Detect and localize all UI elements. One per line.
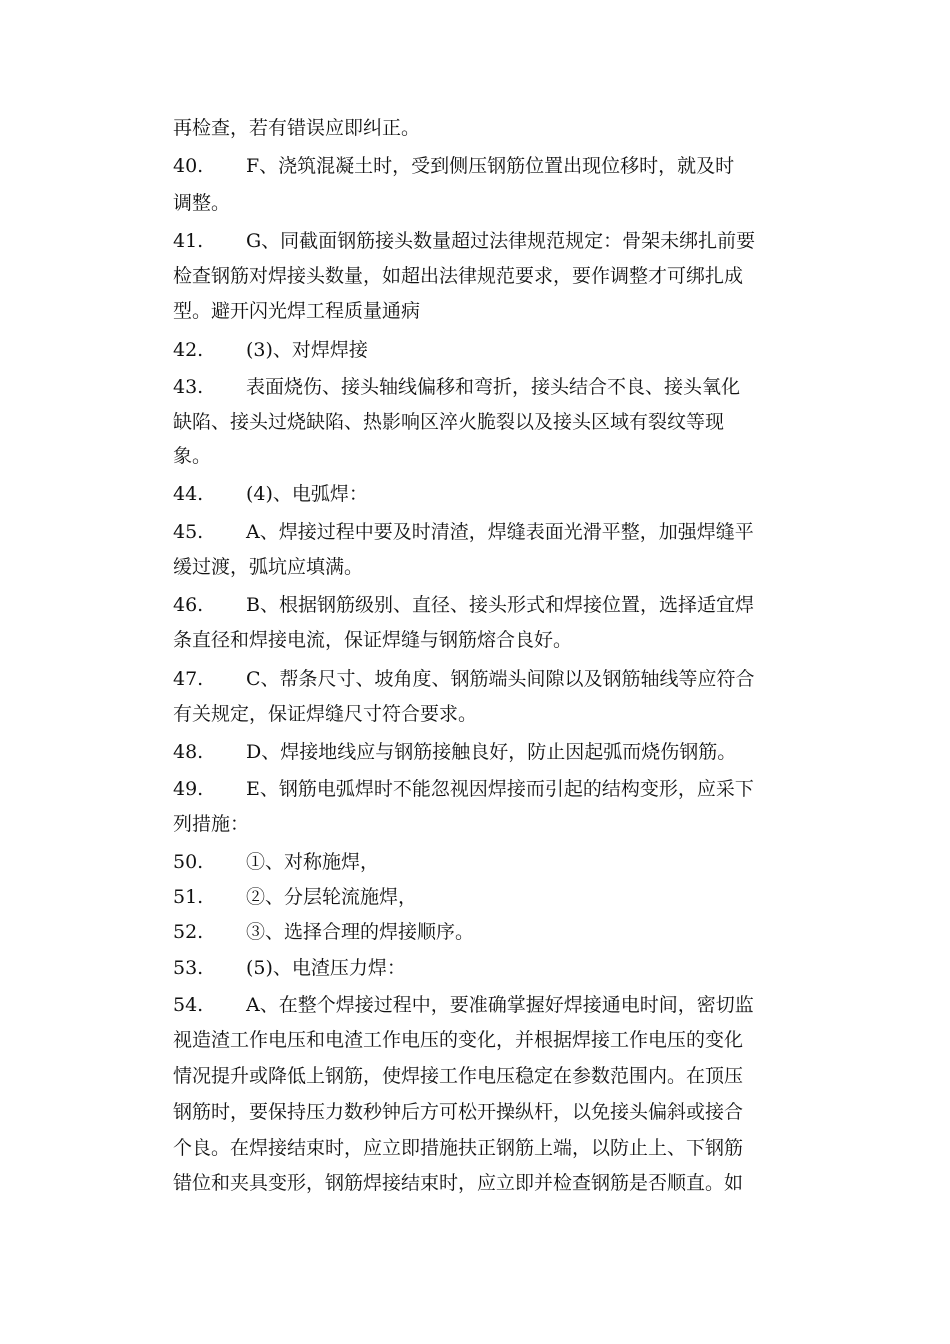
text-line: 条直径和焊接电流，保证焊缝与钢筋熔合良好。 bbox=[173, 629, 573, 651]
item-number: 44. bbox=[173, 483, 204, 505]
text-line: 列措施： bbox=[173, 813, 250, 835]
numbered-item: 47. C、帮条尺寸、坡角度、钢筋端头间隙以及钢筋轴线等应符合 bbox=[173, 668, 755, 690]
text-line: 个良。在焊接结束时，应立即措施扶正钢筋上端，以防止上、下钢筋 bbox=[173, 1137, 744, 1159]
text-line: 有关规定，保证焊缝尺寸符合要求。 bbox=[173, 703, 478, 725]
item-number: 49. bbox=[173, 778, 204, 800]
numbered-item: 49. E、钢筋电弧焊时不能忽视因焊接而引起的结构变形，应采下 bbox=[173, 778, 754, 800]
numbered-item: 41. G、同截面钢筋接头数量超过法律规范规定：骨架未绑扎前要 bbox=[173, 230, 756, 252]
item-number: 46. bbox=[173, 594, 204, 616]
numbered-item: 50. ①、对称施焊， bbox=[173, 851, 380, 873]
text-line: 错位和夹具变形，钢筋焊接结束时，应立即并检查钢筋是否顺直。如 bbox=[173, 1172, 744, 1194]
numbered-item: 40. F、浇筑混凝土时，受到侧压钢筋位置出现位移时，就及时 bbox=[173, 155, 735, 177]
item-number: 50. bbox=[173, 851, 204, 873]
numbered-item: 48. D、焊接地线应与钢筋接触良好，防止因起弧而烧伤钢筋。 bbox=[173, 741, 737, 763]
item-number: 40. bbox=[173, 155, 204, 177]
text-line: 型。避开闪光焊工程质量通病 bbox=[173, 300, 421, 322]
item-number: 51. bbox=[173, 886, 204, 908]
text-line: 调整。 bbox=[173, 192, 231, 214]
text-line: 缺陷、接头过烧缺陷、热影响区淬火脆裂以及接头区域有裂纹等现 bbox=[173, 411, 725, 433]
item-number: 54. bbox=[173, 994, 204, 1016]
numbered-item: 46. B、根据钢筋级别、直径、接头形式和焊接位置，选择适宜焊 bbox=[173, 594, 754, 616]
numbered-item: 44. (4)、电弧焊： bbox=[173, 483, 368, 505]
numbered-item: 45. A、焊接过程中要及时清渣，焊缝表面光滑平整，加强焊缝平 bbox=[173, 521, 754, 543]
item-number: 53. bbox=[173, 957, 204, 979]
numbered-item: 54. A、在整个焊接过程中，要准确掌握好焊接通电时间，密切监 bbox=[173, 994, 754, 1016]
text-line: 视造渣工作电压和电渣工作电压的变化，并根据焊接工作电压的变化 bbox=[173, 1029, 744, 1051]
text-line: 缓过渡，弧坑应填满。 bbox=[173, 556, 364, 578]
text-line: 检查钢筋对焊接头数量，如超出法律规范要求，要作调整才可绑扎成 bbox=[173, 265, 744, 287]
item-number: 52. bbox=[173, 921, 204, 943]
item-number: 47. bbox=[173, 668, 204, 690]
numbered-item: 51. ②、分层轮流施焊， bbox=[173, 886, 418, 908]
numbered-item: 43. 表面烧伤、接头轴线偏移和弯折，接头结合不良、接头氧化 bbox=[173, 376, 741, 398]
item-number: 41. bbox=[173, 230, 204, 252]
numbered-item: 42. (3)、对焊焊接 bbox=[173, 339, 368, 361]
text-line: 象。 bbox=[173, 445, 212, 467]
numbered-item: 53. (5)、电渣压力焊： bbox=[173, 957, 406, 979]
numbered-item: 52. ③、选择合理的焊接顺序。 bbox=[173, 921, 475, 943]
item-number: 48. bbox=[173, 741, 204, 763]
text-line: 钢筋时，要保持压力数秒钟后方可松开操纵杆，以免接头偏斜或接合 bbox=[173, 1101, 744, 1123]
item-number: 42. bbox=[173, 339, 204, 361]
item-number: 45. bbox=[173, 521, 204, 543]
text-line: 再检查，若有错误应即纠正。 bbox=[173, 117, 421, 139]
item-number: 43. bbox=[173, 376, 204, 398]
text-line: 情况提升或降低上钢筋，使焊接工作电压稳定在参数范围内。在顶压 bbox=[173, 1065, 744, 1087]
